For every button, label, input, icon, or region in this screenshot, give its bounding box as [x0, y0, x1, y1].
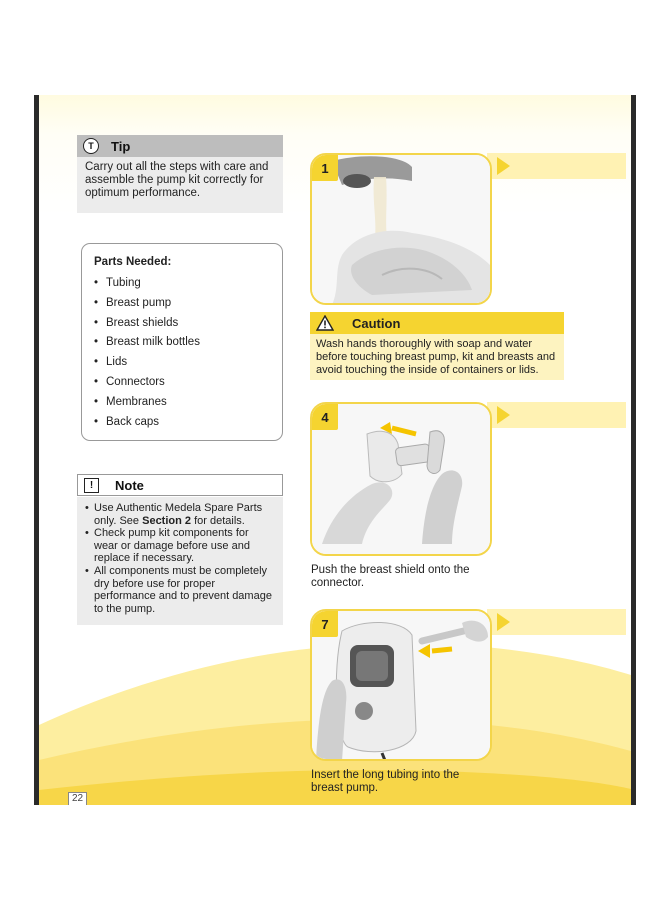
caution-header: [310, 312, 564, 334]
list-item: • Breast shields: [94, 314, 282, 334]
caution-text: Wash hands thoroughly with soap and water before touching breast pump, kit and breasts and avoid touching the inside of containers or lids.: [310, 334, 564, 380]
tip-icon: T: [83, 138, 99, 154]
warning-triangle-icon: [316, 315, 334, 331]
page-number: 22: [68, 792, 87, 805]
parts-list: [94, 274, 282, 432]
step-7-image: [310, 609, 492, 761]
section-reference: Section 2: [142, 514, 192, 527]
handwashing-illustration: [312, 155, 492, 305]
step-1-arrow-icon: [497, 157, 510, 175]
parts-title: Parts Needed:: [94, 256, 172, 268]
list-item: • Membranes: [94, 393, 282, 413]
manual-page: [34, 95, 636, 805]
list-item: • Lids: [94, 353, 282, 373]
note-header: [77, 474, 283, 496]
exclamation-icon: !: [84, 478, 99, 493]
step-4-arrow-icon: [497, 406, 510, 424]
step-1-image: [310, 153, 492, 305]
list-item: • Back caps: [94, 413, 282, 433]
list-item: • Connectors: [94, 373, 282, 393]
note-item: • Use Authentic Medela Spare Parts only. See Section 2 for details.: [85, 502, 275, 527]
breast-shield-illustration: [312, 404, 492, 556]
caution-title: Caution: [352, 315, 401, 331]
step-4-caption: Push the breast shield onto the connector.: [311, 564, 470, 589]
step-7-arrow-icon: [497, 613, 510, 631]
list-item: • Tubing: [94, 274, 282, 294]
step-7-caption: Insert the long tubing into the breast pump.: [311, 769, 460, 794]
tip-text: Carry out all the steps with care and assemble the pump kit correctly for optimum performance.: [77, 157, 283, 213]
step-number: 4: [312, 404, 338, 430]
breast-pump-illustration: [312, 611, 492, 761]
list-item: • Breast milk bottles: [94, 333, 282, 353]
tip-title: Tip: [111, 138, 131, 154]
note-body: [77, 497, 283, 625]
step-number: 1: [312, 155, 338, 181]
note-item: • All components must be completely dry before use for proper performance and to prevent damage to the pump.: [85, 565, 275, 615]
note-item: • Check pump kit components for wear or damage before use and replace if necessary.: [85, 527, 275, 565]
step-number: 7: [312, 611, 338, 637]
step-4-image: [310, 402, 492, 556]
parts-needed-box: [81, 243, 283, 441]
list-item: • Breast pump: [94, 294, 282, 314]
tip-header: [77, 135, 283, 157]
note-title: Note: [115, 477, 144, 493]
